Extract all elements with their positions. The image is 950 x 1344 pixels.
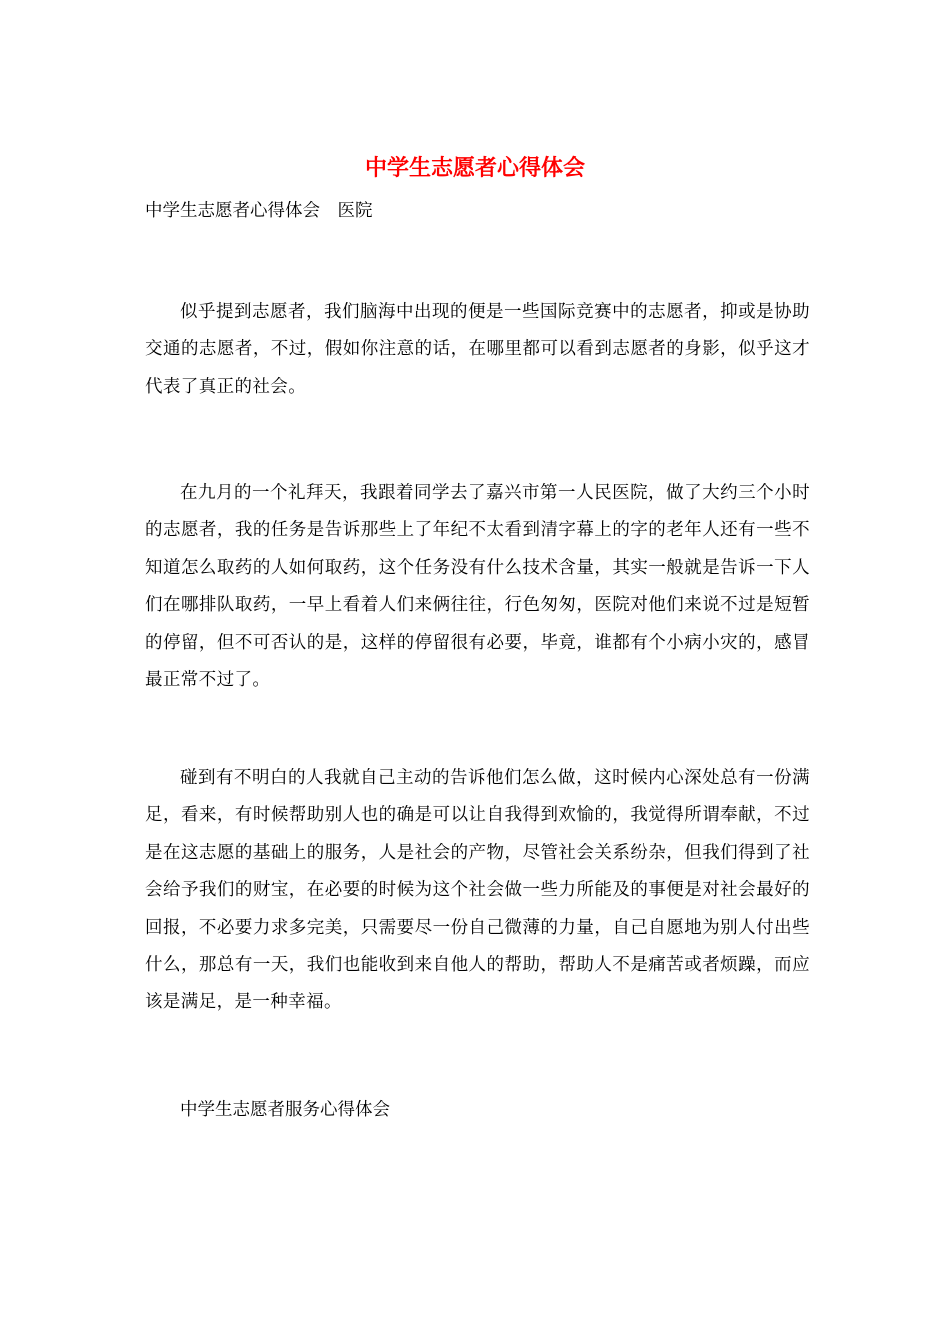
paragraph-2: 在九月的一个礼拜天，我跟着同学去了嘉兴市第一人民医院，做了大约三个小时的志愿者，我的任务是告诉那些上了年纪不太看到清字幕上的字的老年人还有一些不知道怎么取药的人如何取药，这个任务没有什么技术含量，其实一般就是告诉一下人们在哪排队取药，一早上看着人们来俩往往，行色匆匆，医院对他们来说不过是短暂的停留，但不可否认的是，这样的停留很有必要，毕竟，谁都有个小病小灾的，感冒最正常不过了。 <box>145 483 810 691</box>
paragraph-1: 似乎提到志愿者，我们脑海中出现的便是一些国际竞赛中的志愿者，抑或是协助交通的志愿者，不过，假如你注意的话，在哪里都可以看到志愿者的身影，似乎这才代表了真正的社会。 <box>145 302 810 397</box>
next-section-heading: 中学生志愿者服务心得体会 <box>180 1100 390 1120</box>
paragraph-3: 碰到有不明白的人我就自己主动的告诉他们怎么做，这时候内心深处总有一份满足，看来，有时候帮助别人也的确是可以让自我得到欢愉的，我觉得所谓奉献，不过是在这志愿的基础上的服务，人是社会的产物，尽管社会关系纷杂，但我们得到了社会给予我们的财宝，在必要的时候为这个社会做一些力所能及的事便是对社会最好的回报，不必要力求多完美，只需要尽一份自己微薄的力量，自己自愿地为别人付出些什么，那总有一天，我们也能收到来自他人的帮助，帮助人不是痛苦或者烦躁，而应该是满足，是一种幸福。 <box>145 768 810 1013</box>
document-title: 中学生志愿者心得体会 <box>364 155 585 181</box>
document-subtitle: 中学生志愿者心得体会 医院 <box>145 201 373 221</box>
